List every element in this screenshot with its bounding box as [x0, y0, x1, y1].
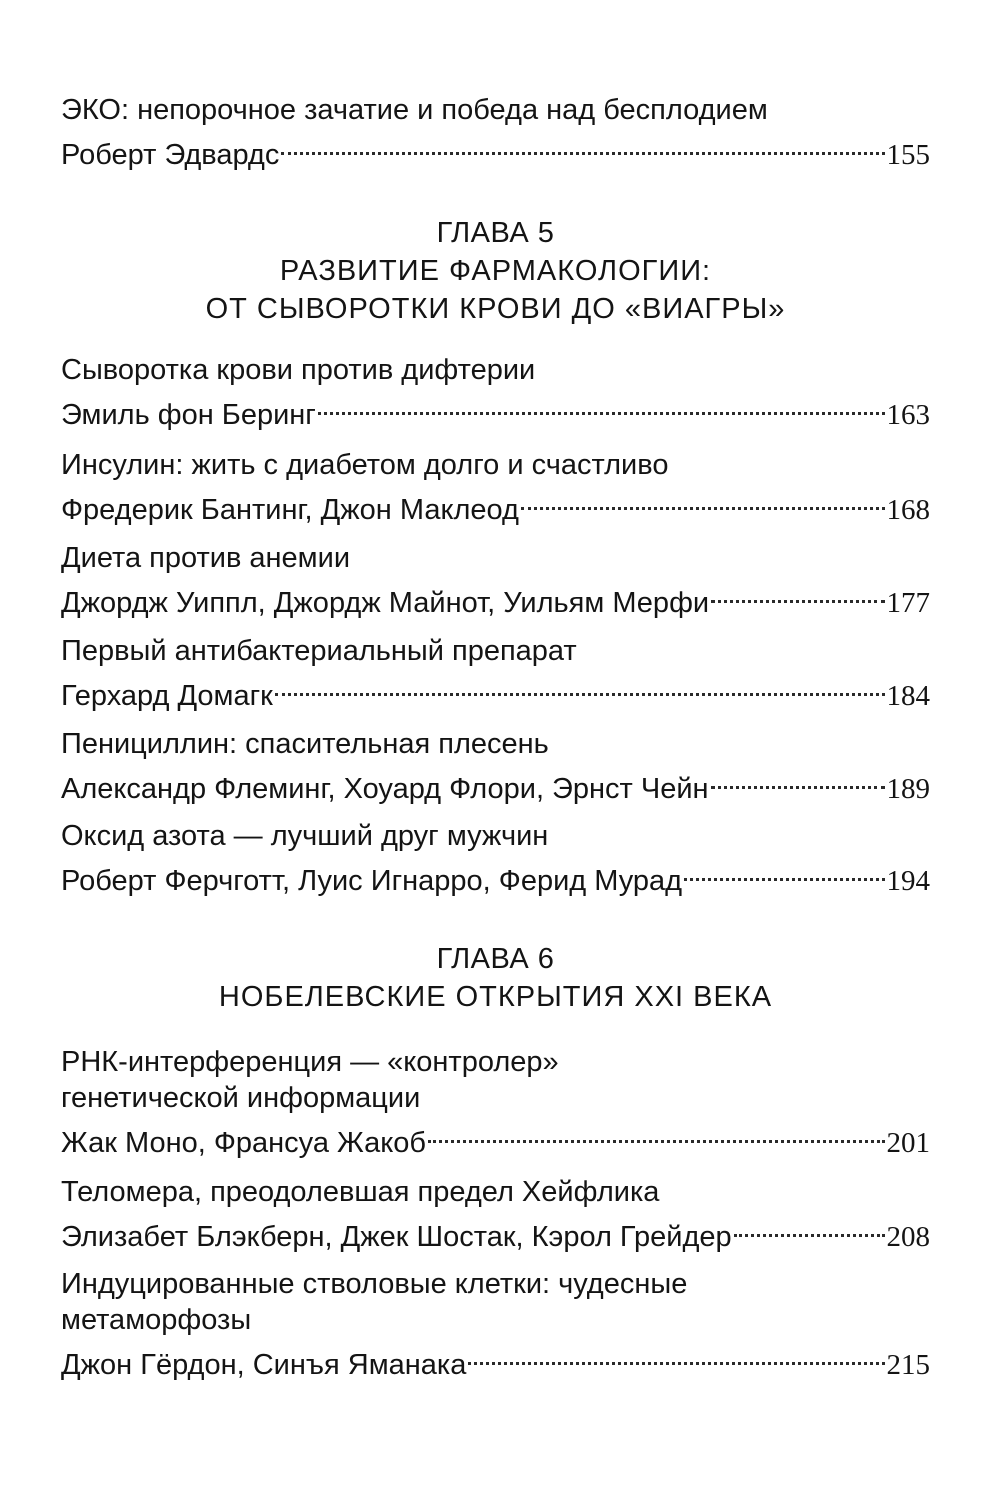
dot-leader	[318, 388, 885, 424]
entry-line	[61, 762, 930, 807]
toc-entry	[61, 352, 930, 433]
entry-line	[61, 576, 930, 621]
toc-entry	[61, 633, 930, 714]
entry-title: ЭКО: непорочное зачатие и победа над бесплодием	[61, 94, 768, 126]
toc-entry	[61, 540, 930, 621]
dot-leader	[734, 1210, 885, 1246]
entry-line	[61, 483, 930, 528]
entry-page-number: 208	[886, 1221, 930, 1253]
entry-line	[61, 669, 930, 714]
entry-author: Джон Гёрдон, Синъя Яманака	[61, 1349, 467, 1381]
toc-entry	[61, 818, 930, 899]
toc-entry	[61, 726, 930, 807]
entry-page-number: 168	[886, 494, 930, 526]
entry-page-number: 194	[886, 865, 930, 897]
chapter-heading	[61, 214, 930, 328]
entry-author: Фредерик Бантинг, Джон Маклеод	[61, 494, 519, 526]
entry-author: Жак Моно, Франсуа Жакоб	[61, 1127, 427, 1159]
entry-line	[61, 1210, 930, 1255]
entry-title: Первый антибактериальный препарат	[61, 635, 577, 667]
entry-page-number: 184	[886, 680, 930, 712]
dot-leader	[684, 854, 884, 890]
entry-page-number: 177	[886, 587, 930, 619]
dot-leader	[711, 762, 885, 798]
entry-author: Джордж Уиппл, Джордж Майнот, Уильям Мерфи	[61, 587, 710, 619]
entry-line	[61, 128, 930, 173]
chapter-title: РАЗВИТИЕ ФАРМАКОЛОГИИ:	[279, 255, 712, 287]
entry-title: генетической информации	[61, 1082, 421, 1114]
dot-leader	[281, 128, 884, 164]
entry-line	[61, 854, 930, 899]
dot-leader	[428, 1116, 884, 1152]
chapter-title: НОБЕЛЕВСКИЕ ОТКРЫТИЯ XXI ВЕКА	[218, 981, 773, 1013]
dot-leader	[711, 576, 884, 612]
entry-author: Роберт Эдвардс	[61, 139, 280, 171]
entry-title: Оксид азота — лучший друг мужчин	[61, 820, 549, 852]
entry-author: Роберт Ферчготт, Луис Игнарро, Ферид Мурад	[61, 865, 683, 897]
entry-page-number: 155	[886, 139, 930, 171]
chapter-number: ГЛАВА 5	[436, 217, 555, 249]
entry-line	[61, 1116, 930, 1161]
dot-leader	[275, 669, 885, 705]
entry-page-number: 215	[886, 1349, 930, 1381]
entry-title: Индуцированные стволовые клетки: чудесные	[61, 1268, 688, 1300]
entry-title: Диета против анемии	[61, 542, 351, 574]
entry-title: Пенициллин: спасительная плесень	[61, 728, 549, 760]
chapter-title: ОТ СЫВОРОТКИ КРОВИ ДО «ВИАГРЫ»	[205, 293, 786, 325]
toc-entry	[61, 1044, 930, 1161]
entry-title: Сыворотка крови против дифтерии	[61, 354, 536, 386]
entry-title: метаморфозы	[61, 1304, 252, 1336]
toc-entry	[61, 447, 930, 528]
entry-line	[61, 388, 930, 433]
entry-page-number: 189	[886, 773, 930, 805]
toc-entry	[61, 1266, 930, 1383]
entry-author: Александр Флеминг, Хоуард Флори, Эрнст Чейн	[61, 773, 709, 805]
entry-line	[61, 1338, 930, 1383]
chapter-number: ГЛАВА 6	[436, 943, 555, 975]
entry-author: Эмиль фон Беринг	[61, 399, 316, 431]
entry-title: Теломера, преодолевшая предел Хейфлика	[61, 1176, 660, 1208]
entry-author: Элизабет Блэкберн, Джек Шостак, Кэрол Грейдер	[61, 1221, 732, 1253]
toc-entry	[61, 1174, 930, 1255]
entry-author: Герхард Домагк	[61, 680, 273, 712]
dot-leader	[521, 483, 885, 519]
entry-page-number: 201	[886, 1127, 930, 1159]
entry-title: РНК-интерференция — «контролер»	[61, 1046, 559, 1078]
chapter-heading	[61, 940, 930, 1016]
dot-leader	[468, 1338, 884, 1374]
entry-page-number: 163	[886, 399, 930, 431]
entry-title: Инсулин: жить с диабетом долго и счастливо	[61, 449, 669, 481]
toc-entry	[61, 92, 930, 173]
